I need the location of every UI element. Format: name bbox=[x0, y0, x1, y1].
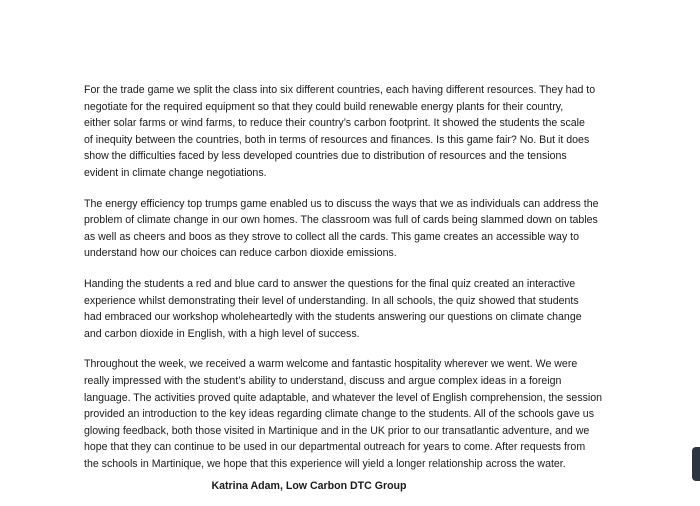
text-line: evident in climate change negotiations. bbox=[84, 166, 267, 179]
text-line: provided an introduction to the key ideas regarding climate change to the students. All of the schools gave us bbox=[84, 408, 594, 421]
text-line: understand how our choices can reduce carbon dioxide emissions. bbox=[84, 247, 397, 260]
text-line: hope that they can continue to be used in our departmental outreach for years to come. After requests from bbox=[84, 441, 586, 454]
document-body bbox=[84, 82, 624, 486]
text-line: either solar farms or wind farms, to reduce their country’s carbon footprint. It showed the students the scale bbox=[84, 117, 585, 130]
text-line: show the difficulties faced by less developed countries due to distribution of resources and the tensions bbox=[84, 150, 567, 163]
text-line: as well as cheers and boos as they strove to collect all the cards. This game creates an accessible way to bbox=[84, 230, 580, 243]
text-line: experience whilst demonstrating their level of understanding. In all schools, the quiz showed that students bbox=[84, 294, 579, 307]
text-line: had embraced our workshop wholeheartedly with the students answering our questions on climate change bbox=[84, 311, 582, 324]
author-signature: Katrina Adam, Low Carbon DTC Group bbox=[211, 480, 407, 492]
side-panel-tab[interactable] bbox=[692, 447, 700, 481]
text-line: and carbon dioxide in English, with a high level of success. bbox=[84, 327, 360, 340]
text-line: the schools in Martinique, we hope that this experience will yield a longer relationship across the water. bbox=[84, 457, 566, 470]
paragraph-week-summary bbox=[84, 356, 624, 472]
text-line: problem of climate change in our own homes. The classroom was full of cards being slammed down on tables bbox=[84, 214, 598, 227]
text-line: negotiate for the required equipment so that they could build renewable energy plants for their country, bbox=[84, 100, 564, 113]
text-line: Throughout the week, we received a warm welcome and fantastic hospitality wherever we went. We were bbox=[84, 358, 578, 371]
text-line: The energy efficiency top trumps game enabled us to discuss the ways that we as individuals can address the bbox=[84, 197, 599, 210]
text-line: really impressed with the student’s ability to understand, discuss and argue complex ideas in a foreign bbox=[84, 374, 562, 387]
text-line: Handing the students a red and blue card to answer the questions for the final quiz created an interactive bbox=[84, 277, 576, 290]
text-line: of inequity between the countries, both in terms of resources and finances. Is this game fair? No. But it does bbox=[84, 133, 590, 146]
text-line: language. The activities proved quite adaptable, and whatever the level of English comprehension, the session bbox=[84, 391, 603, 404]
paragraph-top-trumps bbox=[84, 196, 624, 262]
text-line: For the trade game we split the class into six different countries, each having different resources. They had to bbox=[84, 84, 596, 96]
text-line: glowing feedback, both those visited in Martinique and in the UK prior to our transatlantic adventure, and we bbox=[84, 424, 590, 437]
paragraph-trade-game bbox=[84, 82, 624, 182]
paragraph-quiz bbox=[84, 276, 624, 342]
